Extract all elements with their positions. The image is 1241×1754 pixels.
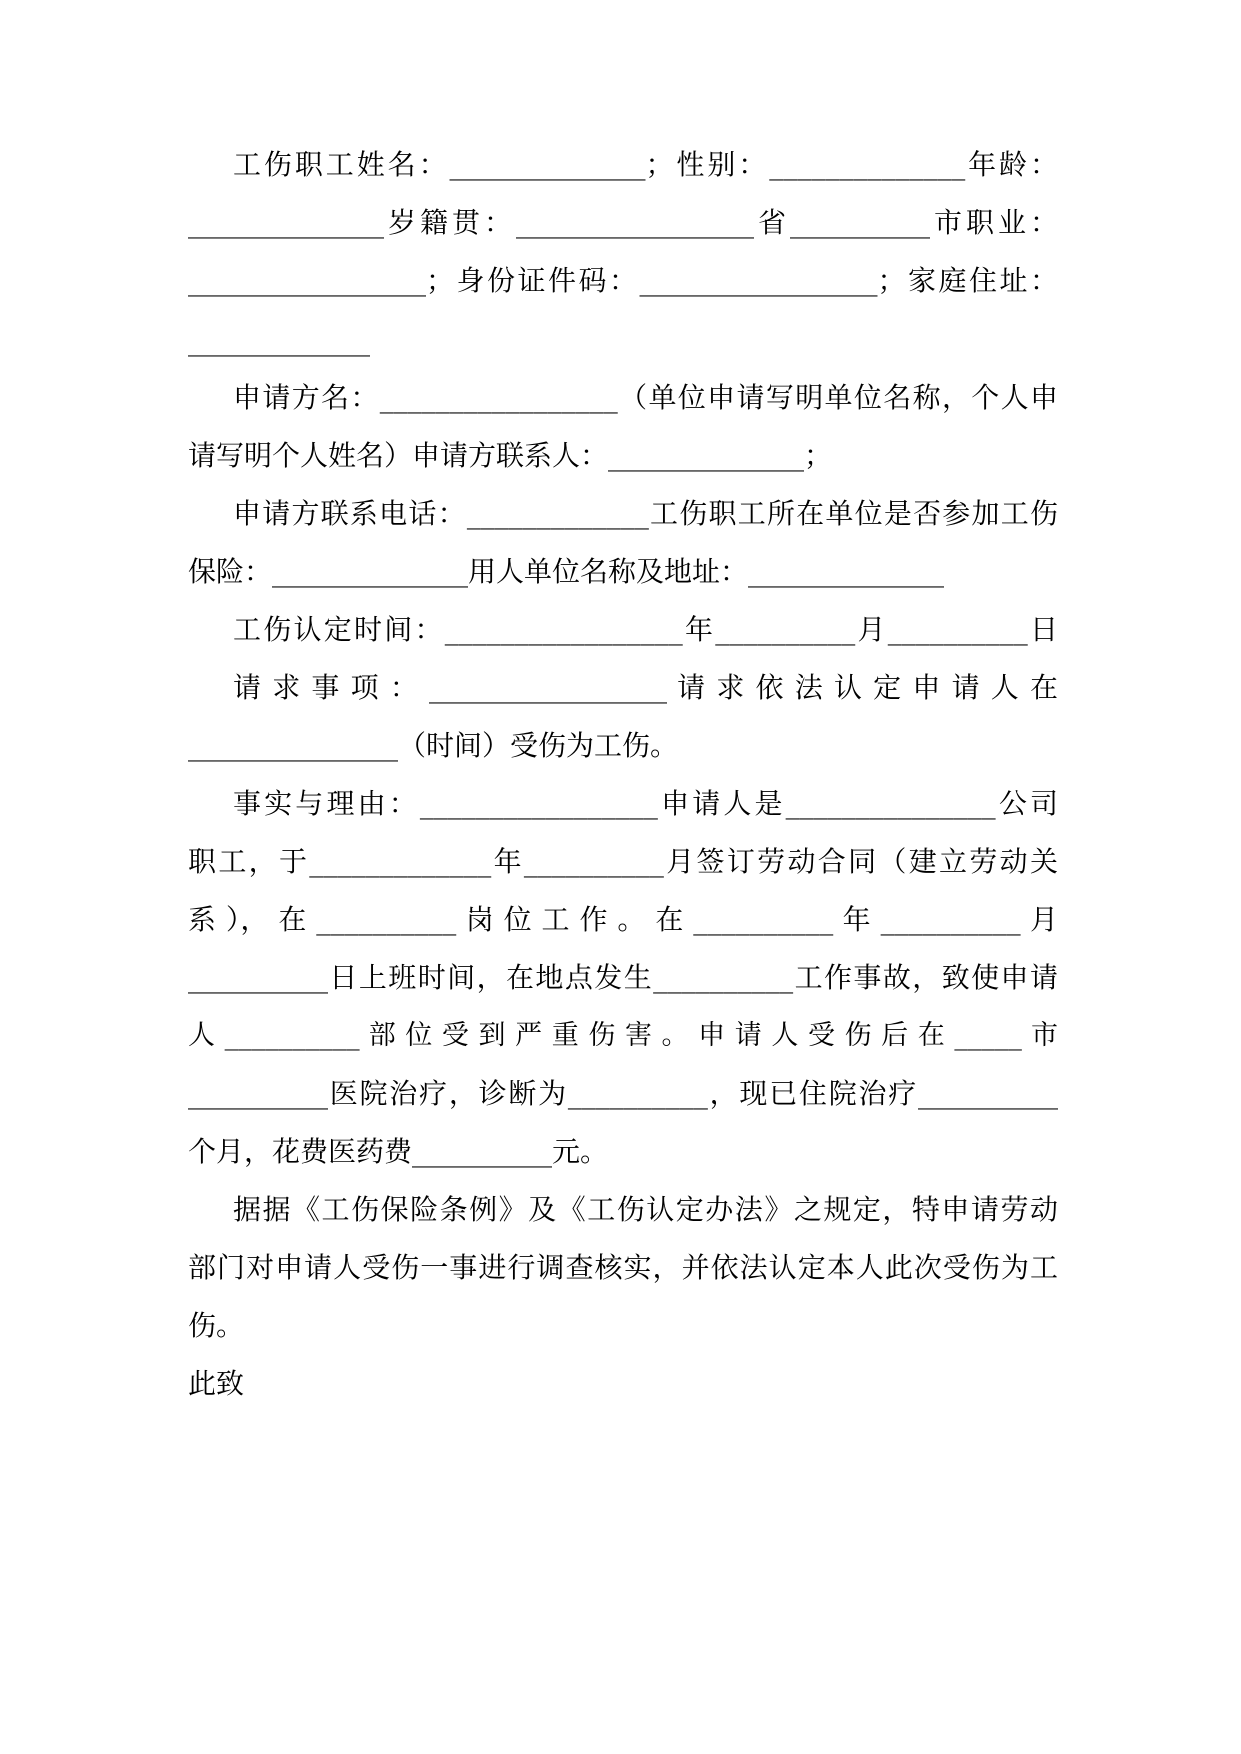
line-applicant-phone: 申请方联系电话：_____________工伤职工所在单位是否参加工伤 [233,497,1058,530]
line-legal-basis: 据据《工伤保险条例》及《工伤认定办法》之规定，特申请劳动 [233,1193,1058,1226]
line-injured-worker-info: 工伤职工姓名：______________；性别：______________年龄： [233,148,1058,181]
line-medical-cost: 个月，花费医药费__________元。 [188,1135,609,1168]
line-age-origin-occupation: ______________岁籍贯：_________________省__________市职业： [188,206,1058,239]
line-hospital-diagnosis: __________医院治疗，诊断为__________，现已住院治疗__________ [188,1077,1058,1110]
line-accident-location: __________日上班时间，在地点发生__________工作事故，致使申请 [188,961,1058,994]
line-insurance-employer: 保险：______________用人单位名称及地址：______________ [188,555,945,588]
line-conclusion-end: 伤。 [188,1309,245,1342]
line-applicant-name: 申请方名：_________________（单位申请写明单位名称，个人申 [233,381,1058,414]
line-id-address: _________________；身份证件码：_________________；家庭住址： [188,264,1058,297]
line-investigation-request: 部门对申请人受伤一事进行调查核实，并依法认定本人此次受伤为工 [188,1251,1058,1284]
line-contract-date: 职工，于_____________年__________月签订劳动合同（建立劳动关 [188,845,1058,878]
line-request-time: _______________（时间）受伤为工伤。 [188,729,679,762]
line-facts-reasons: 事实与理由：_________________申请人是_______________公司 [233,787,1058,820]
closing-salutation: 此致 [188,1367,245,1400]
line-recognition-date: 工伤认定时间：_________________年__________月__________日 [233,613,1058,646]
line-address-blank: _____________ [188,324,370,357]
line-applicant-contact: 请写明个人姓名）申请方联系人：______________； [188,439,833,472]
line-request-items: 请 求 事 项 ： _________________ 请 求 依 法 认 定 申 请 人 在 [233,671,1058,704]
line-injury-part: 人 __________ 部 位 受 到 严 重 伤 害 。 申 请 人 受 伤 后 在 _____ 市 [188,1020,1058,1051]
line-position-date: 系 ）， 在 __________ 岗 位 工 作 。 在 __________ 年 __________ 月 [188,903,1058,936]
